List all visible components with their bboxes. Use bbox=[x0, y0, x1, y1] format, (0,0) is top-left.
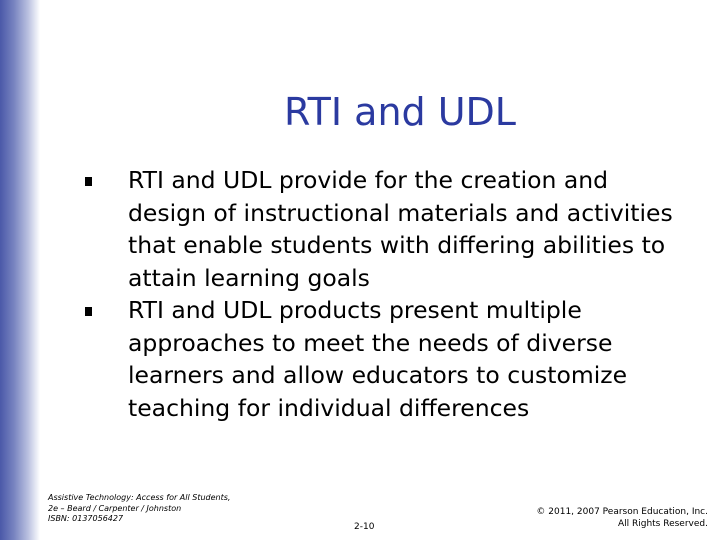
copyright-notice bbox=[536, 506, 708, 530]
bullet-item bbox=[82, 294, 702, 424]
bullet-line: that enable students with differing abilities to bbox=[128, 231, 666, 259]
bullet-line: teaching for individual differences bbox=[128, 393, 530, 422]
page-number: 2-10 bbox=[354, 522, 375, 532]
bullet-line: RTI and UDL products present multiple bbox=[128, 296, 582, 324]
slide-title: RTI and UDL bbox=[284, 90, 516, 134]
copyright-line: All Rights Reserved. bbox=[617, 519, 708, 529]
book-citation-line: Assistive Technology: Access for All Students, bbox=[48, 493, 231, 502]
bullet-line: RTI and UDL provide for the creation and bbox=[128, 166, 609, 194]
copyright-line: © 2011, 2007 Pearson Education, Inc. bbox=[536, 507, 708, 517]
bullet-line: learners and allow educators to customize bbox=[128, 361, 628, 389]
bullet-list bbox=[82, 164, 702, 424]
bullet-line: approaches to meet the needs of diverse bbox=[128, 328, 613, 357]
book-citation-line: ISBN: 0137056427 bbox=[48, 514, 124, 523]
left-gradient-band bbox=[0, 0, 40, 540]
bullet-item bbox=[82, 164, 702, 294]
square-bullet-icon bbox=[85, 177, 92, 186]
bullet-line: attain learning goals bbox=[128, 263, 370, 292]
book-citation-line: 2e – Beard / Carpenter / Johnston bbox=[48, 503, 182, 513]
bullet-line: design of instructional materials and activities bbox=[128, 198, 673, 227]
square-bullet-icon bbox=[85, 307, 92, 316]
book-citation bbox=[48, 493, 230, 525]
